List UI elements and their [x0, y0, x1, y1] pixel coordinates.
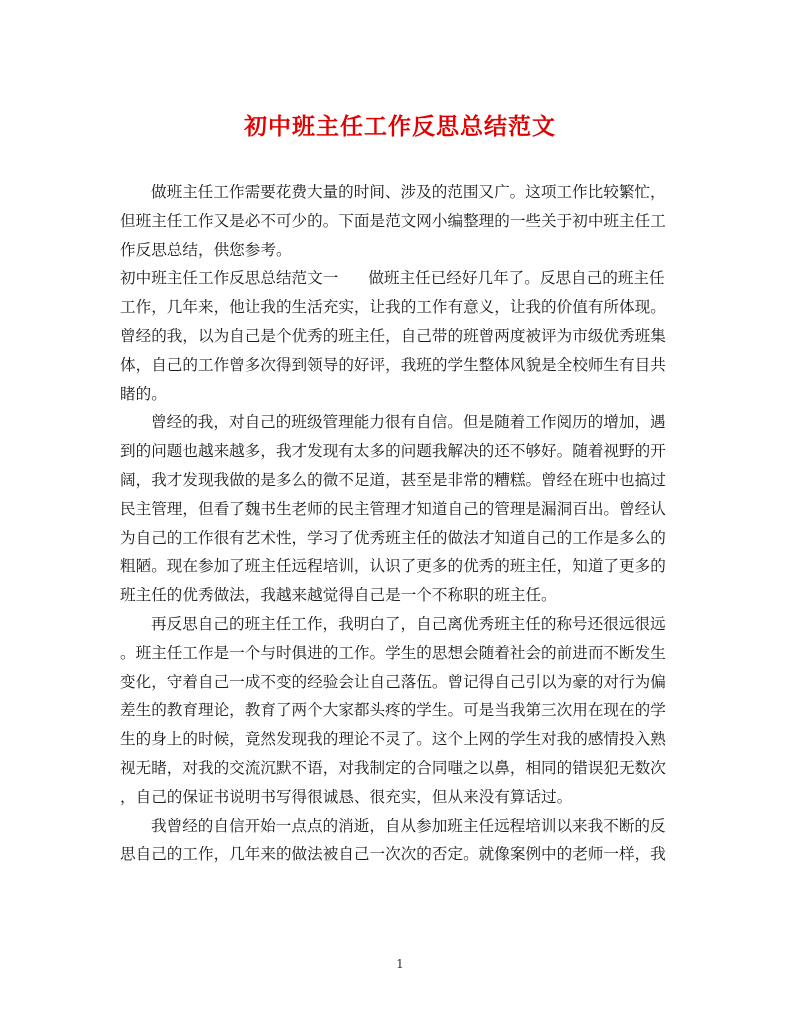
text-line: 作反思总结，供您参考。 — [120, 240, 292, 259]
text-line: 曾经的我，以为自己是个优秀的班主任，自己带的班曾两度被评为市级优秀班集 — [120, 326, 666, 345]
text-line: 体，自己的工作曾多次得到领导的好评，我班的学生整体风貌是全校师生有目共 — [120, 355, 666, 374]
text-line: 睹的。 — [120, 384, 167, 403]
text-line: 曾经的我，对自己的班级管理能力很有自信。但是随着工作阅历的增加，遇 — [151, 413, 666, 432]
text-line: 差生的教育理论，教育了两个大家都头疼的学生。可是当我第三次用在现在的学 — [120, 701, 666, 720]
page-number: 1 — [396, 957, 404, 971]
document-title: 初中班主任工作反思总结范文 — [244, 113, 556, 140]
text-line: 。班主任工作是一个与时俱进的工作。学生的思想会随着社会的前进而不断发生 — [120, 643, 666, 662]
section-heading: 初中班主任工作反思总结范文一 — [120, 269, 339, 288]
text-line: 工作，几年来，他让我的生活充实，让我的工作有意义，让我的价值有所体现。 — [120, 298, 666, 317]
text-line-section-heading — [120, 264, 678, 293]
document-body — [120, 178, 678, 869]
text-line: 粗陋。现在参加了班主任远程培训，认识了更多的优秀的班主任，知道了更多的 — [120, 557, 666, 576]
text-line: 阔，我才发现我做的是多么的微不足道，甚至是非常的糟糕。曾经在班中也搞过 — [120, 470, 666, 489]
text-line: 变化，守着自己一成不变的经验会让自己落伍。曾记得自己引以为豪的对行为偏 — [120, 672, 666, 691]
text-line: 我曾经的自信开始一点点的消逝，自从参加班主任远程培训以来我不断的反 — [151, 816, 666, 835]
text-line: 为自己的工作很有艺术性，学习了优秀班主任的做法才知道自己的工作是多么的 — [120, 528, 666, 547]
text-line: 再反思自己的班主任工作，我明白了，自己离优秀班主任的称号还很远很远 — [151, 614, 666, 633]
text-line: 到的问题也越来越多，我才发现有太多的问题我解决的还不够好。随着视野的开 — [120, 442, 666, 461]
text-line: 班主任的优秀做法，我越来越觉得自己是一个不称职的班主任。 — [120, 586, 557, 605]
text-line: ，自己的保证书说明书写得很诚恳、很充实，但从来没有算话过。 — [120, 787, 573, 806]
text-line: 视无睹，对我的交流沉默不语，对我制定的合同嗤之以鼻，相同的错误犯无数次 — [120, 758, 666, 777]
section-first-sentence: 做班主任已经好几年了。反思自己的班主任 — [368, 269, 665, 288]
text-line: 做班主任工作需要花费大量的时间、涉及的范围又广。这项工作比较繁忙， — [151, 183, 666, 201]
text-line: 思自己的工作，几年来的做法被自己一次次的否定。就像案例中的老师一样，我 — [120, 845, 666, 864]
text-line: 但班主任工作又是必不可少的。下面是范文网小编整理的一些关于初中班主任工 — [120, 211, 666, 230]
text-line: 生的身上的时候，竟然发现我的理论不灵了。这个上网的学生对我的感情投入熟 — [120, 730, 666, 749]
text-line: 民主管理，但看了魏书生老师的民主管理才知道自己的管理是漏洞百出。曾经认 — [120, 499, 666, 518]
